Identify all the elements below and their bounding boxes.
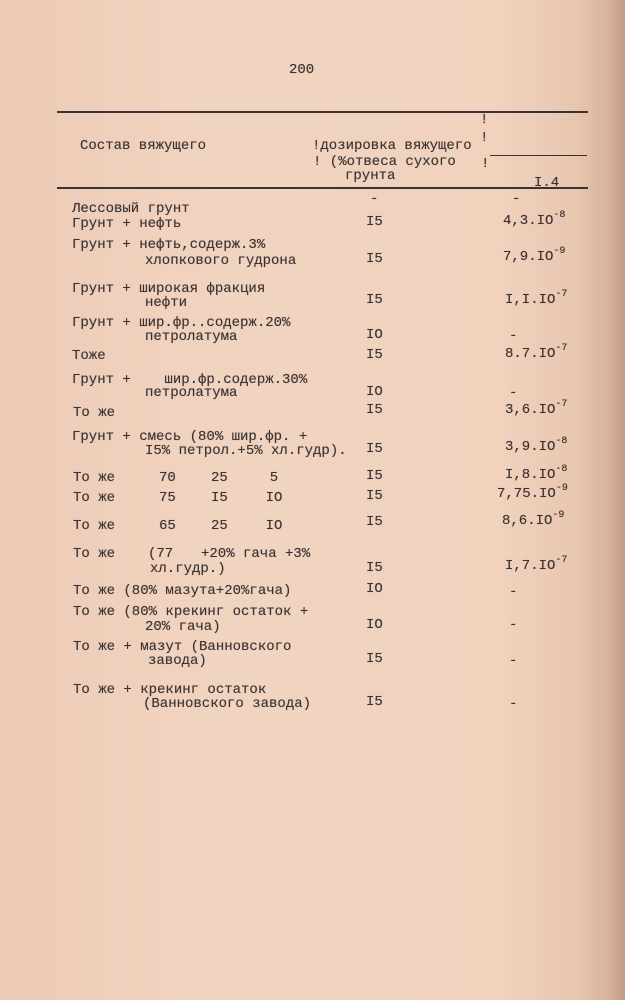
value-cell — [502, 510, 565, 529]
row-description-line: То же + мазут (Ванновского — [73, 639, 292, 655]
mix-proportion: IO — [265, 518, 283, 534]
dosage-cell: I5 — [366, 251, 383, 267]
value-exponent: -8 — [555, 464, 568, 476]
table-row — [0, 316, 625, 346]
header-dosage-line: ! (%отвеса сухого — [313, 154, 456, 170]
row-description-line: То же — [73, 405, 116, 421]
table-row — [0, 510, 625, 549]
mix-proportion: 25 — [211, 518, 228, 534]
value-exponent: -8 — [555, 436, 568, 448]
value-cell — [512, 192, 520, 206]
value-mantissa: - — [509, 385, 518, 401]
row-description-line: хл.гудр.) — [150, 561, 226, 577]
row-description-line: То же — [73, 518, 116, 534]
row-description-line: Грунт + шир.фр.содерж.30% — [72, 372, 308, 388]
mix-proportion: 70 — [159, 470, 176, 486]
row-description-line: То же (80% мазута+20%гача) — [73, 583, 292, 599]
row-description-line: То же — [73, 546, 116, 562]
header-bottom-rule — [57, 187, 588, 189]
header-sub-rule — [490, 155, 587, 156]
dosage-cell: IO — [366, 617, 383, 633]
mix-proportion: +20% гача +3% — [201, 546, 311, 562]
row-description-line: Лессовый грунт — [72, 201, 190, 217]
dosage-cell: I5 — [366, 694, 383, 710]
row-description-line: Грунт + нефть,содерж.3% — [72, 237, 266, 253]
table-row — [0, 373, 625, 403]
value-exponent: -7 — [555, 343, 568, 355]
value-mantissa: 3,9.IO — [505, 439, 556, 455]
row-description-line: петролатума — [145, 329, 238, 345]
value-mantissa: 3,6.IO — [505, 402, 556, 418]
value-cell — [509, 585, 517, 599]
value-cell — [509, 697, 517, 711]
value-cell — [509, 654, 517, 668]
table-row — [0, 282, 625, 312]
value-mantissa: 8.7.IO — [505, 346, 556, 362]
table-row — [0, 605, 625, 635]
header-dosage-line: грунта — [345, 168, 396, 184]
header-column-mark: ! — [480, 130, 489, 146]
dosage-cell: IO — [366, 581, 383, 597]
row-description-line: То же (80% крекинг остаток + — [73, 604, 309, 620]
row-description-line: То же — [73, 490, 116, 506]
value-cell — [497, 483, 568, 502]
dosage-cell: I5 — [366, 347, 383, 363]
table-row — [0, 547, 625, 577]
value-mantissa: - — [509, 328, 518, 344]
row-description-line: (Ванновского завода) — [143, 696, 312, 712]
value-mantissa: I,7.IO — [505, 558, 556, 574]
mix-proportion: IO — [265, 490, 283, 506]
value-mantissa: 8,6.IO — [502, 513, 553, 529]
header-dosage-line: !дозировка вяжущего — [312, 138, 472, 154]
value-mantissa: 7,9.IO — [503, 249, 554, 265]
dosage-cell: I5 — [366, 402, 383, 418]
mix-proportion: 65 — [159, 518, 176, 534]
row-description-line: хлопкового гудрона — [145, 253, 297, 269]
row-description-line: I5% петрол.+5% хл.гудр). — [145, 443, 347, 459]
value-mantissa: - — [509, 584, 518, 600]
dosage-cell: IO — [366, 384, 383, 400]
row-description-line: То же + крекинг остаток — [73, 682, 267, 698]
value-exponent: -7 — [555, 289, 568, 301]
value-cell — [505, 289, 568, 308]
value-exponent: -9 — [552, 510, 565, 522]
mix-proportion: 75 — [159, 490, 176, 506]
value-cell — [509, 618, 517, 632]
value-mantissa: I,I.IO — [505, 292, 556, 308]
header-right-label: I.4 — [534, 175, 560, 191]
row-description-line: нефти — [145, 295, 188, 311]
value-cell — [509, 386, 517, 400]
value-cell — [503, 246, 566, 265]
value-cell — [505, 399, 568, 418]
page-number: 200 — [289, 62, 315, 78]
row-description-line: Грунт + смесь (80% шир.фр. + — [72, 429, 308, 445]
dosage-cell: I5 — [366, 441, 383, 457]
header-composition: Состав вяжущего — [80, 138, 207, 154]
value-cell — [505, 464, 568, 483]
table-row — [0, 238, 625, 268]
mix-proportion: (77 — [148, 546, 174, 562]
value-mantissa: - — [512, 191, 521, 207]
dosage-cell: I5 — [366, 488, 383, 504]
value-exponent: -7 — [555, 555, 568, 567]
value-cell — [505, 436, 568, 455]
mix-proportion: I5 — [211, 490, 228, 506]
row-description-line: Грунт + широкая фракция — [72, 281, 266, 297]
dosage-cell: I5 — [366, 514, 383, 530]
dosage-cell: I5 — [366, 292, 383, 308]
header-column-mark: ! — [481, 156, 490, 172]
value-exponent: -9 — [555, 483, 568, 495]
value-cell — [505, 555, 568, 574]
row-description-line: Грунт + шир.фр..содерж.20% — [72, 315, 291, 331]
row-description-line: завода) — [148, 653, 207, 669]
value-exponent: -9 — [553, 246, 566, 258]
mix-proportion: 5 — [269, 470, 279, 486]
value-cell — [509, 329, 517, 343]
dosage-cell: I5 — [366, 214, 383, 230]
value-mantissa: - — [509, 653, 518, 669]
row-description-line: То же — [73, 470, 116, 486]
row-description-line: 20% гача) — [145, 619, 221, 635]
row-description-line: петролатума — [145, 385, 238, 401]
dosage-cell: I5 — [366, 651, 383, 667]
value-cell — [503, 210, 566, 229]
value-mantissa: 4,3.IO — [503, 213, 554, 229]
mix-proportion: 25 — [211, 470, 228, 486]
row-description-line: Тоже — [72, 348, 106, 364]
header-column-mark: ! — [480, 112, 489, 128]
dosage-cell: IO — [366, 327, 383, 343]
table-top-rule — [57, 111, 588, 113]
dosage-cell: - — [370, 191, 379, 207]
table-row — [0, 430, 625, 460]
dosage-cell: I5 — [366, 468, 383, 484]
dosage-cell: I5 — [366, 560, 383, 576]
value-cell — [505, 343, 568, 362]
value-mantissa: - — [509, 617, 518, 633]
value-mantissa: I,8.IO — [505, 467, 556, 483]
table-row — [0, 683, 625, 713]
table-row — [0, 640, 625, 670]
value-exponent: -7 — [555, 399, 568, 411]
row-description-line: Грунт + нефть — [72, 216, 182, 232]
value-exponent: -8 — [553, 210, 566, 222]
value-mantissa: - — [509, 696, 518, 712]
value-mantissa: 7,75.IO — [497, 486, 556, 502]
